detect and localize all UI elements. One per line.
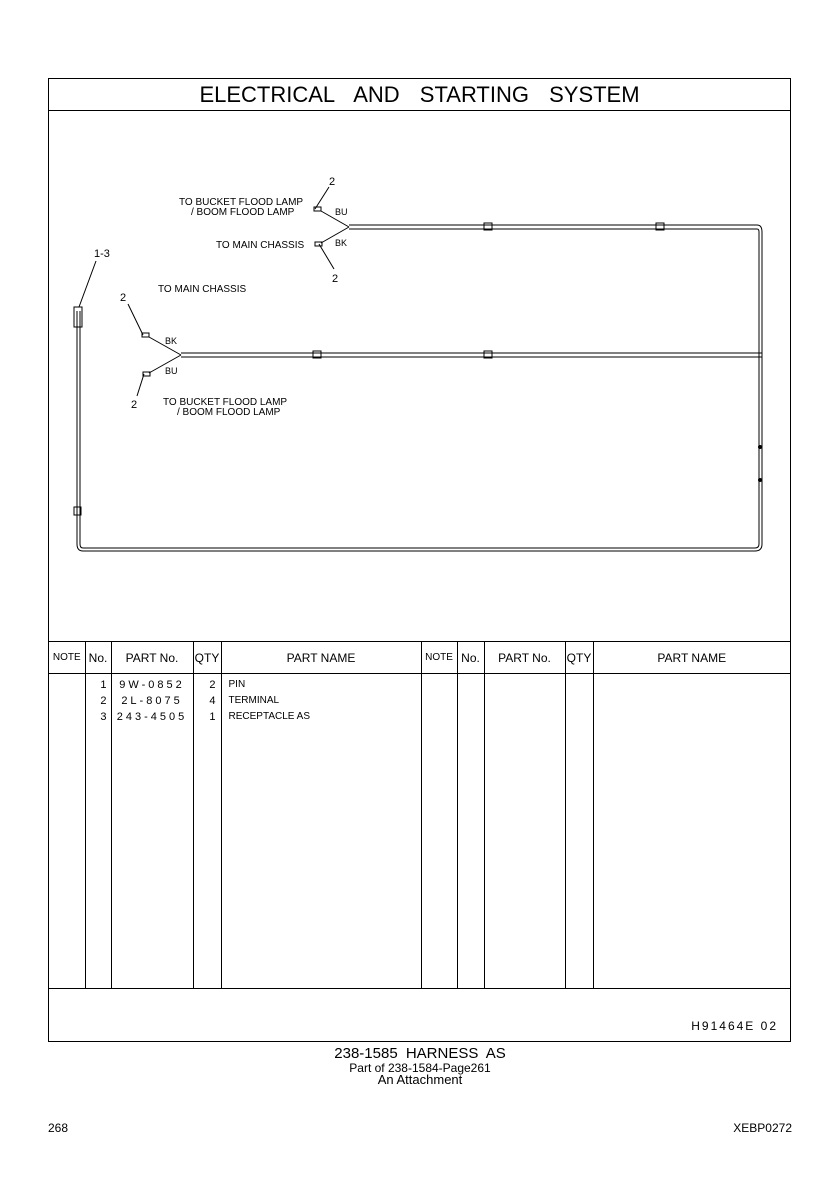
label-top-flood-2: / BOOM FLOOD LAMP xyxy=(191,207,295,218)
wire-code-left-bu: BU xyxy=(165,366,178,376)
leader-left-chassis xyxy=(128,304,143,335)
label-left-flood-2: / BOOM FLOOD LAMP xyxy=(177,407,281,418)
header-no-right: No. xyxy=(457,642,484,674)
leader-top-flood xyxy=(315,187,329,209)
part-number: 243-4505 xyxy=(116,711,188,723)
header-part-no-right: PART No. xyxy=(484,642,565,674)
header-qty-right: QTY xyxy=(565,642,593,674)
leader-connector xyxy=(79,261,96,307)
callout-top-flood: 2 xyxy=(329,176,336,188)
page-number: 268 xyxy=(48,1121,69,1135)
header-part-name: PART NAME xyxy=(221,642,421,674)
outer-harness-wire xyxy=(77,311,762,551)
wire-code-top-bk: BK xyxy=(335,238,348,248)
quantity: 4 xyxy=(209,695,216,707)
upper-harness-wire xyxy=(349,225,762,434)
page-title: ELECTRICAL AND STARTING SYSTEM xyxy=(49,79,790,111)
leader-top-chassis xyxy=(319,244,334,269)
header-part-no: PART No. xyxy=(111,642,193,674)
receptacle-connector xyxy=(74,307,82,327)
item-no: 1 xyxy=(100,679,107,691)
callout-left-chassis: 2 xyxy=(120,292,127,304)
part-number: 9W-0852 xyxy=(119,679,185,691)
outer-harness-wire-inner xyxy=(80,311,759,548)
wire-code-top-bu: BU xyxy=(335,207,348,217)
col-qty xyxy=(193,674,221,989)
part-number: 2L-8075 xyxy=(121,695,183,707)
document-code: XEBP0272 xyxy=(733,1121,792,1135)
header-no: No. xyxy=(85,642,111,674)
left-terminal-bk xyxy=(142,333,149,337)
label-left-flood-1: TO BUCKET FLOOD LAMP xyxy=(163,397,288,408)
wire-marker xyxy=(758,478,762,482)
col-part-no xyxy=(111,674,193,989)
label-left-chassis: TO MAIN CHASSIS xyxy=(158,284,247,295)
upper-harness-wire-inner xyxy=(349,229,759,434)
col-item-no xyxy=(85,674,111,989)
callout-connector: 1-3 xyxy=(94,248,110,260)
page-frame xyxy=(48,78,791,1042)
col-part-name-right xyxy=(593,674,790,989)
header-note-right: NOTE xyxy=(421,642,457,674)
harness-diagram xyxy=(49,111,790,641)
caption-parent: Part of 238-1584-Page261 xyxy=(349,1061,491,1075)
callout-top-chassis: 2 xyxy=(332,273,339,285)
callout-left-flood: 2 xyxy=(131,399,138,411)
header-qty: QTY xyxy=(193,642,221,674)
wire-code-left-bk: BK xyxy=(165,336,178,346)
item-no: 2 xyxy=(100,695,107,707)
quantity: 1 xyxy=(209,711,216,723)
col-item-no-right xyxy=(457,674,484,989)
col-part-no-right xyxy=(484,674,565,989)
caption-title: 238-1585 HARNESS AS xyxy=(334,1045,506,1062)
parts-list-table xyxy=(49,641,790,989)
label-top-flood-1: TO BUCKET FLOOD LAMP xyxy=(179,197,304,208)
col-note xyxy=(49,674,85,989)
part-name: TERMINAL xyxy=(228,695,280,706)
leader-left-flood xyxy=(137,374,144,396)
drawing-reference: H91464E 02 xyxy=(691,1019,778,1033)
part-name: RECEPTACLE AS xyxy=(228,711,311,722)
header-part-name-right: PART NAME xyxy=(593,642,790,674)
caption-attachment: An Attachment xyxy=(377,1072,463,1087)
col-qty-right xyxy=(565,674,593,989)
harness-drawing xyxy=(49,111,792,641)
col-note-right xyxy=(421,674,457,989)
wire-marker xyxy=(758,445,762,449)
item-no: 3 xyxy=(100,711,107,723)
label-top-chassis: TO MAIN CHASSIS xyxy=(216,240,305,251)
quantity: 2 xyxy=(209,679,216,691)
part-name: PIN xyxy=(228,679,246,690)
col-part-name xyxy=(221,674,421,989)
header-note: NOTE xyxy=(49,642,85,674)
